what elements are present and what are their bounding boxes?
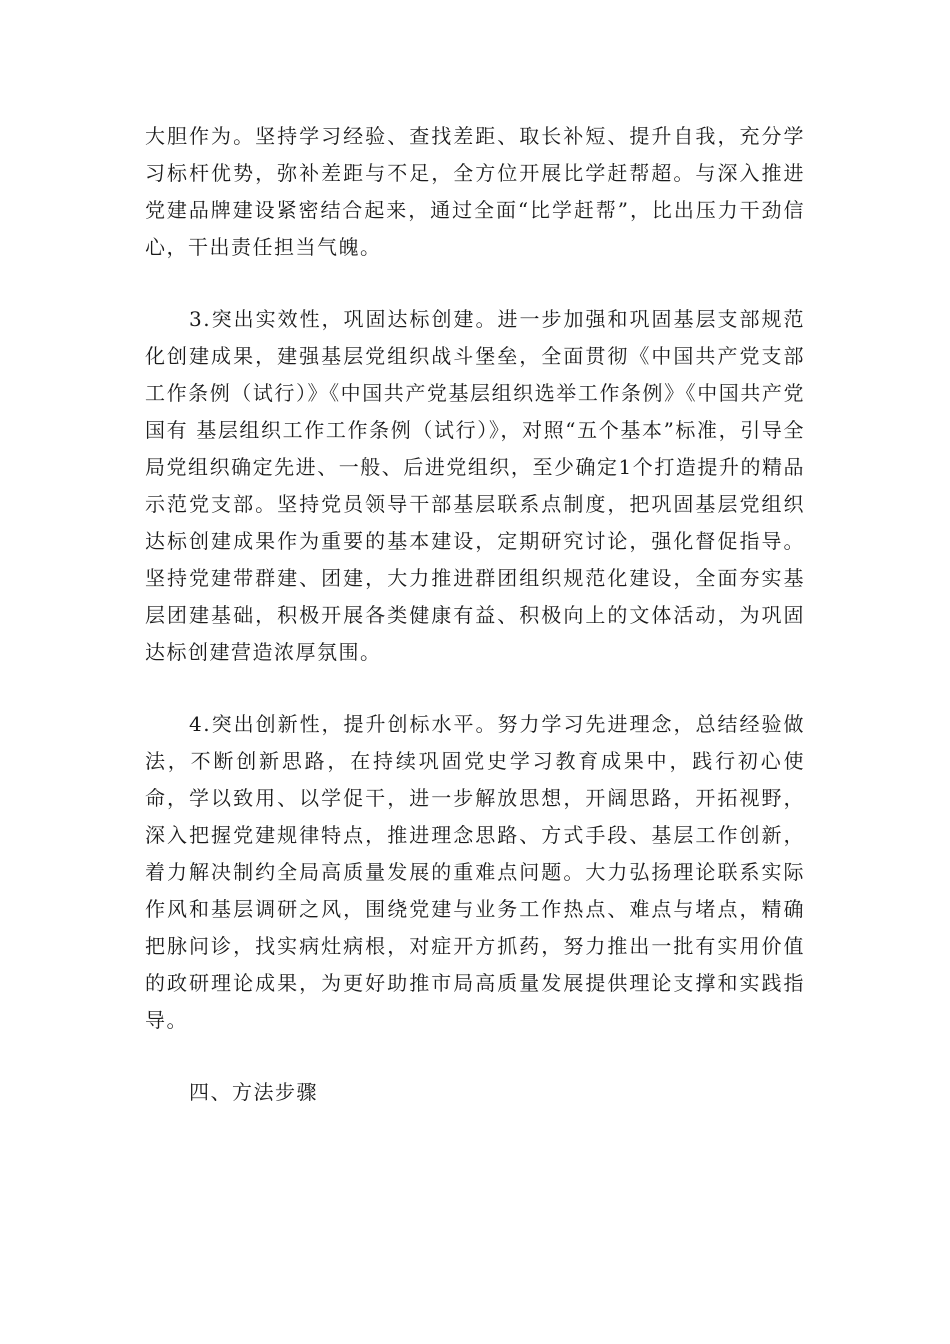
paragraph-item-3: 3.突出实效性，巩固达标创建。进一步加强和巩固基层支部规范化创建成果，建强基层党组织战斗堡垒，全面贯彻《中国共产党支部工作条例（试行）》《中国共产党基层组织选举工作条例》《中国共产党国有 基层组织工作工作条例（试行）》，对照“五个基本”标准，引导全局党组织确定先进、一般、后进党组织，至少确定1个打造提升的精品示范党支部。坚持党员领导干部基层联系点制度，把巩固基层党组织达标创建成果作为重要的基本建设，定期研究讨论，强化督促指导。坚持党建带群建、团建，大力推进群团组织规范化建设，全面夯实基层团建基础，积极开展各类健康有益、积极向上的文体活动，为巩固达标创建营造浓厚氛围。 xyxy=(145,307,805,664)
paragraph-spacer xyxy=(145,266,805,301)
paragraph-spacer xyxy=(145,671,805,706)
paragraph-continued: 大胆作为。坚持学习经验、查找差距、取长补短、提升自我，充分学习标杆优势，弥补差距与不足，全方位开展比学赶帮超。与深入推进党建品牌建设紧密结合起来，通过全面“比学赶帮”，比出压力干劲信心，干出责任担当气魄。 xyxy=(145,124,805,259)
document-body xyxy=(145,118,805,1111)
section-heading: 四、方法步骤 xyxy=(189,1080,318,1104)
paragraph-spacer xyxy=(145,1039,805,1074)
paragraph-item-4: 4.突出创新性，提升创标水平。努力学习先进理念，总结经验做法，不断创新思路，在持续巩固党史学习教育成果中，践行初心使命，学以致用、以学促干，进一步解放思想，开阔思路，开拓视野，深入把握党建规律特点，推进理念思路、方式手段、基层工作创新，着力解决制约全局高质量发展的重难点问题。大力弘扬理论联系实际作风和基层调研之风，围绕党建与业务工作热点、难点与堵点，精确把脉问诊，找实病灶病根，对症开方抓药，努力推出一批有实用价值的政研理论成果，为更好助推市局高质量发展提供理论支撑和实践指导。 xyxy=(145,712,805,1032)
